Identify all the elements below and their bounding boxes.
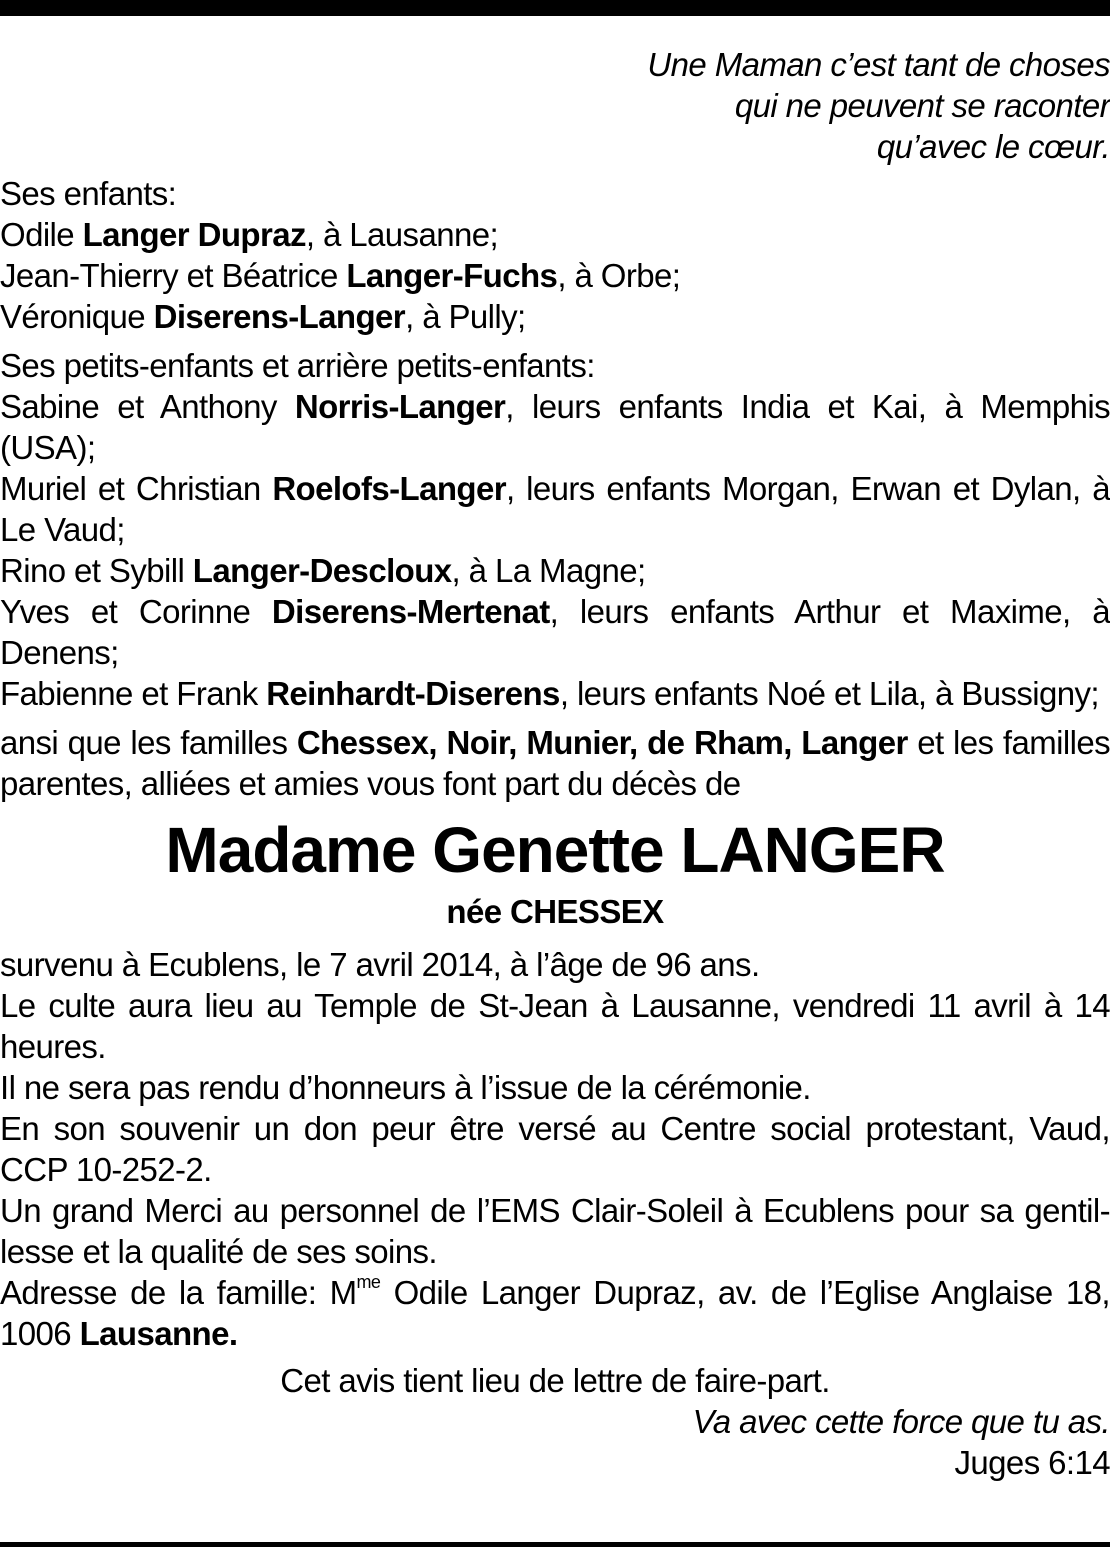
death-details: survenu à Ecublens, le 7 avril 2014, à l’âge de 96 ans. — [0, 946, 760, 983]
child-name: Véronique — [0, 298, 154, 335]
child-name: Jean-Thierry et Béatrice — [0, 257, 347, 294]
grandchild-details: , leurs enfants Noé et Lila, à Bussigny; — [559, 675, 1099, 712]
deceased-name: Madame Genette LANGER — [165, 814, 945, 886]
obituary-notice — [0, 44, 1110, 1483]
child-place: , à Pully; — [405, 298, 526, 335]
children-section — [0, 173, 1110, 337]
families-intro: ansi que les familles — [0, 724, 297, 761]
family-names: Chessex, Noir, Munier, de Rham, Langer — [296, 724, 908, 761]
families-outro: et les familles parentes, alliées et amies vous font part du décès de — [0, 724, 1110, 802]
families-announcement — [0, 722, 1110, 804]
maiden-name: née CHESSEX — [446, 893, 664, 930]
grandchild-entry — [0, 550, 1110, 591]
address-title-sup: me — [356, 1272, 381, 1292]
grandchild-details: , à La Magne; — [451, 552, 646, 589]
grandchild-details: , leurs enfants Morgan, Erwan et Dylan, à Le Vaud; — [0, 470, 1110, 548]
grandchild-details: , leurs enfants India et Kai, à Memphis (USA); — [0, 388, 1110, 466]
grandchild-name: Muriel et Christian — [0, 470, 273, 507]
grandchild-surname: Reinhardt-Diserens — [266, 675, 560, 712]
details-section — [0, 944, 1110, 1354]
children-heading: Ses enfants: — [0, 175, 177, 212]
grandchild-surname: Roelofs-Langer — [272, 470, 506, 507]
child-place: , à Lausanne; — [305, 216, 499, 253]
address-text: Odile Langer Dupraz, av. de l’Eglise Anglaise 18, 1006 — [0, 1274, 1110, 1352]
bottom-rule — [0, 1542, 1110, 1547]
grandchild-name: Fabienne et Frank — [0, 675, 267, 712]
grandchild-surname: Langer-Descloux — [192, 552, 452, 589]
grandchild-surname: Norris-Langer — [294, 388, 506, 425]
grandchild-entry — [0, 673, 1110, 714]
child-entry — [0, 255, 1110, 296]
top-rule — [0, 0, 1110, 16]
address-city: Lausanne. — [79, 1315, 238, 1352]
grandchild-name: Rino et Sybill — [0, 552, 193, 589]
grandchild-entry — [0, 591, 1110, 673]
grandchild-name: Yves et Corinne — [0, 593, 272, 630]
donation-note: En son souvenir un don peur être versé au Centre social protestant, Vaud, CCP 10-252-2. — [0, 1110, 1110, 1188]
family-address — [0, 1272, 1110, 1354]
notice-statement: Cet avis tient lieu de lettre de faire-part. — [280, 1362, 830, 1399]
grandchild-details: , leurs enfants Arthur et Maxime, à Denens; — [0, 593, 1110, 671]
child-entry — [0, 296, 1110, 337]
verse-reference: Juges 6:14 — [954, 1444, 1110, 1481]
child-name: Odile — [0, 216, 83, 253]
epigraph-quote — [0, 44, 1110, 167]
grandchild-name: Sabine et Anthony — [0, 388, 295, 425]
child-entry — [0, 214, 1110, 255]
grandchild-entry — [0, 386, 1110, 468]
child-surname: Diserens-Langer — [153, 298, 406, 335]
quote-line: qui ne peuvent se raconter — [734, 87, 1110, 124]
honours-note: Il ne sera pas rendu d’honneurs à l’issue de la cérémonie. — [0, 1069, 811, 1106]
child-surname: Langer-Fuchs — [346, 257, 558, 294]
thanks-note: Un grand Merci au personnel de l’EMS Clair-Soleil à Ecublens pour sa gentil-lesse et la qualité de ses soins. — [0, 1192, 1110, 1270]
address-label: Adresse de la famille: M — [0, 1274, 357, 1311]
child-surname: Langer Dupraz — [82, 216, 306, 253]
quote-line: Une Maman c’est tant de choses — [647, 46, 1110, 83]
grandchild-entry — [0, 468, 1110, 550]
service-details: Le culte aura lieu au Temple de St-Jean à Lausanne, vendredi 11 avril à 14 heures. — [0, 987, 1110, 1065]
quote-line: qu’avec le cœur. — [876, 128, 1110, 165]
grandchildren-heading: Ses petits-enfants et arrière petits-enfants: — [0, 347, 595, 384]
grandchild-surname: Diserens-Mertenat — [271, 593, 550, 630]
child-place: , à Orbe; — [557, 257, 681, 294]
grandchildren-section — [0, 345, 1110, 714]
closing-verse: Va avec cette force que tu as. — [692, 1403, 1110, 1440]
